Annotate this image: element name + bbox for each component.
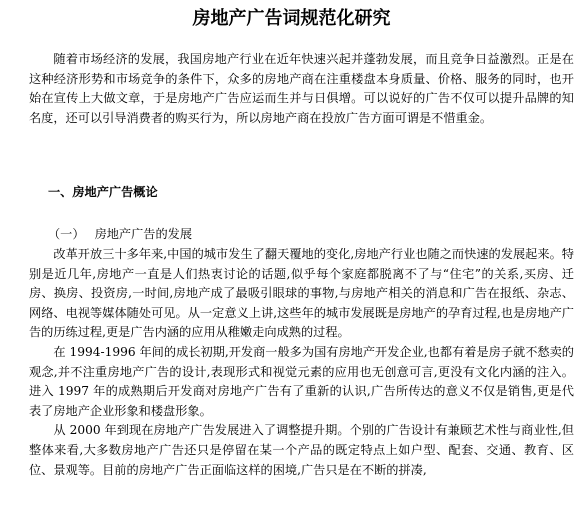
document-title: 房地产广告词规范化研究 bbox=[192, 8, 391, 29]
section-heading: 一、房地产广告概论 bbox=[48, 185, 158, 199]
intro-section bbox=[29, 50, 574, 128]
body-paragraph: 在 1994-1996 年间的成长初期,开发商一般多为国有房地产开发企业,也都有着是房子就不愁卖的观念,并不注重房地产广告的设计,表现形式和视觉元素的应用也无创意可言,更没有文化内涵的注入。进入 1997 年的成熟期后开发商对房地产广告有了重新的认识,广告所传达的意义不仅是销售,更是代表了房地产企业形象和楼盘形象。 bbox=[29, 344, 574, 418]
body-paragraph: 从 2000 年到现在房地产广告发展进入了调整提升期。个别的广告设计有兼顾艺术性与商业性,但整体来看,大多数房地产广告还只是停留在某一个产品的既定特点上如户型、配套、交通、教育、区位、景观等。目前的房地产广告正面临这样的困境,广告只是在不断的拼凑, bbox=[29, 423, 574, 477]
body-paragraph: 改革开放三十多年来,中国的城市发生了翻天覆地的变化,房地产行业也随之而快速的发展起来。特别是近几年,房地产一直是人们热衷讨论的话题,似乎每个家庭都脱离不了与“住宅”的关系,买房、迁房、换房、投资房,一时间,房地产成了最吸引眼球的事物,与房地产相关的消息和广告在报纸、杂志、网络、电视等媒体随处可见。从一定意义上讲,这些年的城市发展既是房地产的孕育过程,也是房地产广告的历练过程,更是广告内涵的应用从稚嫩走向成熟的过程。 bbox=[29, 247, 574, 340]
subsection-heading bbox=[48, 225, 192, 244]
section-body bbox=[29, 245, 574, 480]
subsection-title: 房地产广告的发展 bbox=[94, 227, 193, 241]
subsection-number: （一） bbox=[48, 227, 85, 241]
intro-paragraph: 随着市场经济的发展，我国房地产行业在近年快速兴起并蓬勃发展，而且竞争日益激烈。正是在这种经济形势和市场竞争的条件下，众多的房地产商在注重楼盘本身质量、价格、服务的同时，也开始在宣传上大做文章，于是房地产广告应运而生并与日俱增。可以说好的广告不仅可以提升品牌的知名度，还可以引导消费者的购买行为，所以房地产商在投放广告方面可谓是不惜重金。 bbox=[29, 52, 574, 125]
